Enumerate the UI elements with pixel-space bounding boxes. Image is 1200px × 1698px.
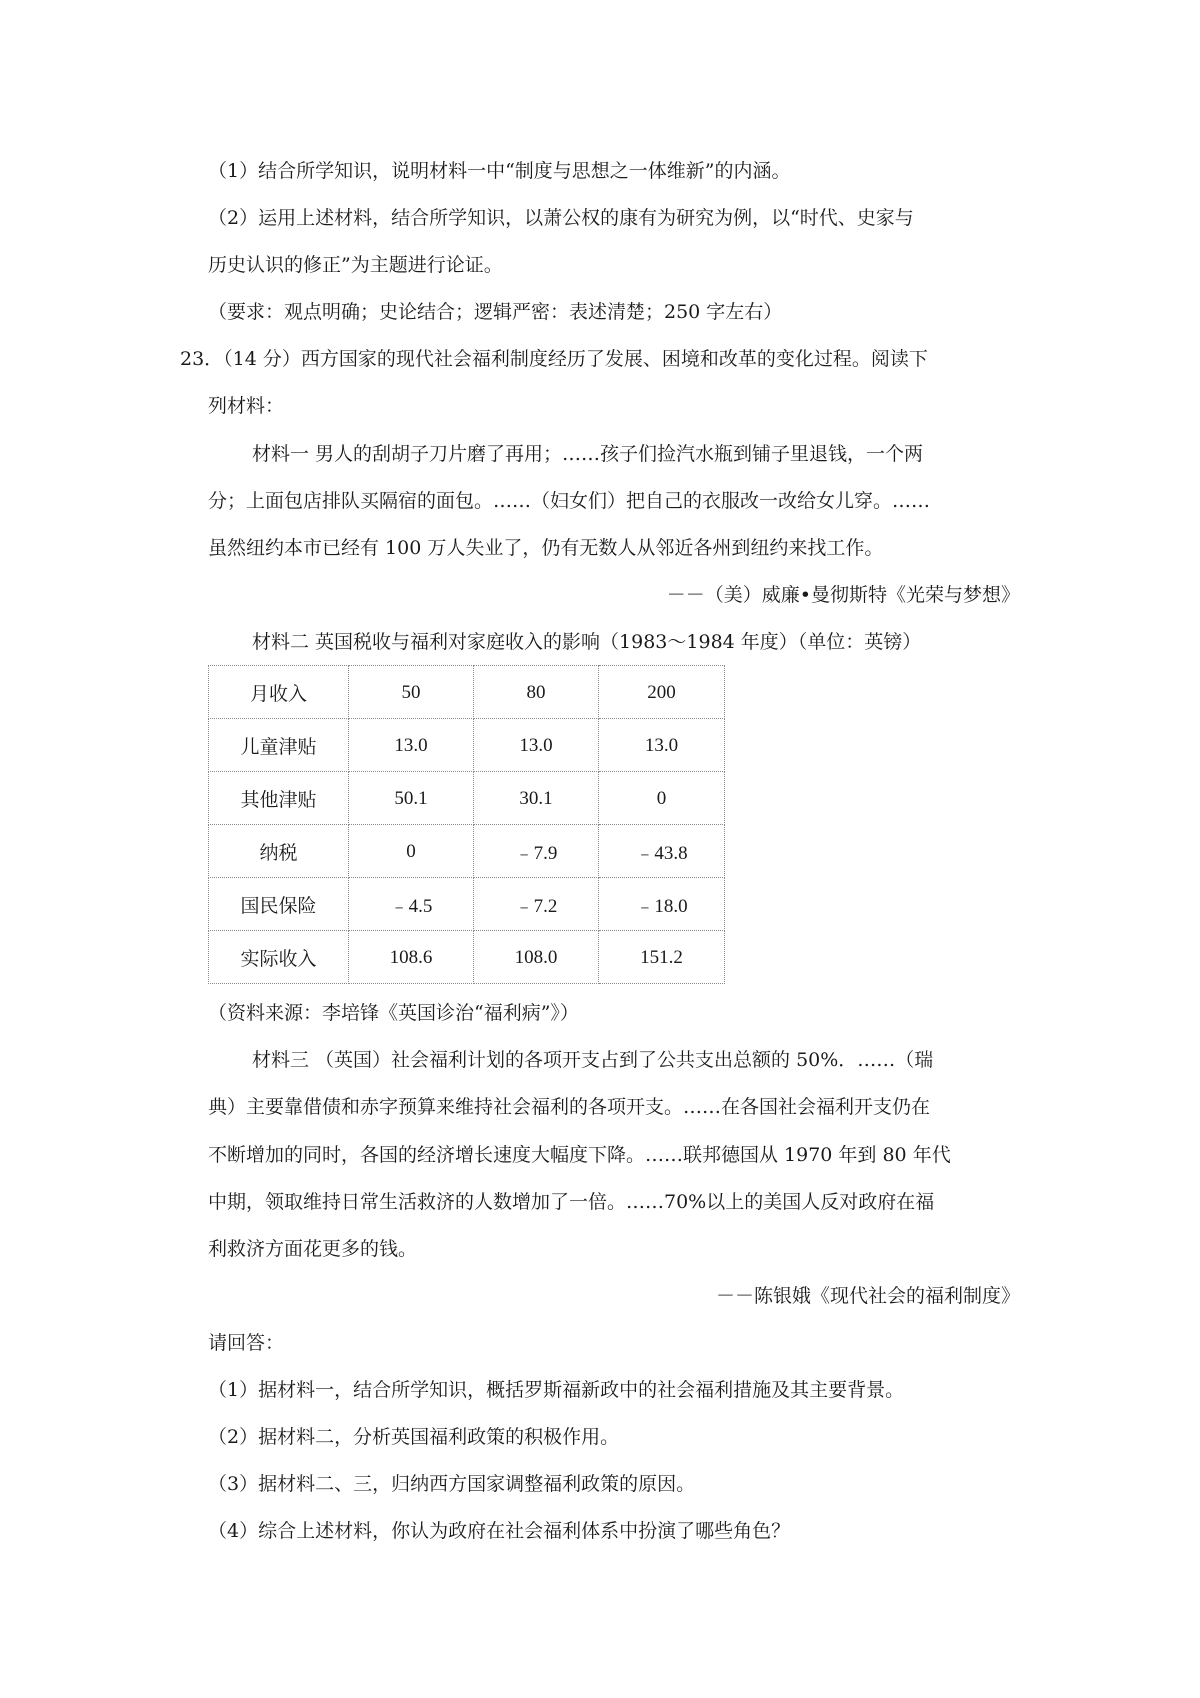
table-cell: ﹣43.8: [599, 825, 725, 878]
table-row: [209, 878, 725, 931]
table-cell: 实际收入: [209, 931, 349, 984]
table-cell: 80: [474, 666, 599, 719]
material-2-title: 材料二 英国税收与福利对家庭收入的影响（1983～1984 年度）（单位：英镑）: [252, 631, 922, 653]
material-3-line-3: 不断增加的同时，各国的经济增长速度大幅度下降。……联邦德国从 1970 年到 80 年代: [208, 1144, 951, 1166]
income-effect-table: [208, 665, 725, 984]
material-3-line-1: 材料三 （英国）社会福利计划的各项开支占到了公共支出总额的 50%．……（瑞: [252, 1049, 934, 1071]
material-3-line-5: 利救济方面花更多的钱。: [208, 1238, 418, 1260]
table-cell: 151.2: [599, 931, 725, 984]
q23-intro-line-2: 列材料：: [208, 395, 285, 417]
table-cell: 13.0: [474, 719, 599, 772]
q23-sub-question-4: （4）综合上述材料，你认为政府在社会福利体系中扮演了哪些角色？: [208, 1520, 791, 1542]
table-cell: 纳税: [209, 825, 349, 878]
table-cell: 108.6: [349, 931, 474, 984]
q22-sub-question-1: （1）结合所学知识，说明材料一中“制度与思想之一体维新”的内涵。: [208, 160, 791, 182]
material-3-source: －－陈银娥《现代社会的福利制度》: [715, 1285, 1020, 1307]
q22-requirement: （要求：观点明确；史论结合；逻辑严密：表述清楚；250 字左右）: [208, 301, 783, 323]
q23-sub-question-3: （3）据材料二、三，归纳西方国家调整福利政策的原因。: [208, 1473, 696, 1495]
q23-sub-question-1: （1）据材料一，结合所学知识，概括罗斯福新政中的社会福利措施及其主要背景。: [208, 1379, 905, 1401]
table-cell: 儿童津贴: [209, 719, 349, 772]
table-row: [209, 825, 725, 878]
material-1-line-2: 分；上面包店排队买隔宿的面包。……（妇女们）把自己的衣服改一改给女儿穿。……: [208, 490, 931, 512]
table-cell: 13.0: [599, 719, 725, 772]
table-cell: 国民保险: [209, 878, 349, 931]
material-2-source: （资料来源：李培锋《英国诊治“福利病”》）: [208, 1002, 579, 1024]
table-cell: ﹣4.5: [349, 878, 474, 931]
answer-prompt: 请回答：: [208, 1332, 285, 1354]
material-1-source: －－（美）威廉•曼彻斯特《光荣与梦想》: [666, 584, 1020, 606]
q22-sub-question-2-line-1: （2）运用上述材料，结合所学知识，以萧公权的康有为研究为例，以“时代、史家与: [208, 207, 914, 229]
table-cell: 0: [599, 772, 725, 825]
table-cell: 50: [349, 666, 474, 719]
table-cell: 其他津贴: [209, 772, 349, 825]
material-1-line-1: 材料一 男人的刮胡子刀片磨了再用；……孩子们捡汽水瓶到铺子里退钱，一个两: [252, 443, 924, 465]
table-cell: 13.0: [349, 719, 474, 772]
q23-sub-question-2: （2）据材料二，分析英国福利政策的积极作用。: [208, 1426, 620, 1448]
q22-sub-question-2-line-2: 历史认识的修正”为主题进行论证。: [208, 254, 503, 276]
table-cell: 50.1: [349, 772, 474, 825]
material-3-line-4: 中期，领取维持日常生活救济的人数增加了一倍。……70%以上的美国人反对政府在福: [208, 1191, 935, 1213]
table-row: [209, 719, 725, 772]
table-cell: 月收入: [209, 666, 349, 719]
material-1-line-3: 虽然纽约本市已经有 100 万人失业了，仍有无数人从邻近各州到纽约来找工作。: [208, 537, 884, 559]
table-cell: 30.1: [474, 772, 599, 825]
table-cell: ﹣7.2: [474, 878, 599, 931]
table-row: [209, 772, 725, 825]
q23-intro-line-1: 23．（14 分）西方国家的现代社会福利制度经历了发展、困境和改革的变化过程。阅读下: [180, 348, 928, 370]
table-cell: ﹣18.0: [599, 878, 725, 931]
table-cell: ﹣7.9: [474, 825, 599, 878]
table-row: [209, 666, 725, 719]
table-cell: 108.0: [474, 931, 599, 984]
material-3-line-2: 典）主要靠借债和赤字预算来维持社会福利的各项开支。……在各国社会福利开支仍在: [208, 1096, 931, 1118]
table-cell: 200: [599, 666, 725, 719]
table-row: [209, 931, 725, 984]
table-cell: 0: [349, 825, 474, 878]
